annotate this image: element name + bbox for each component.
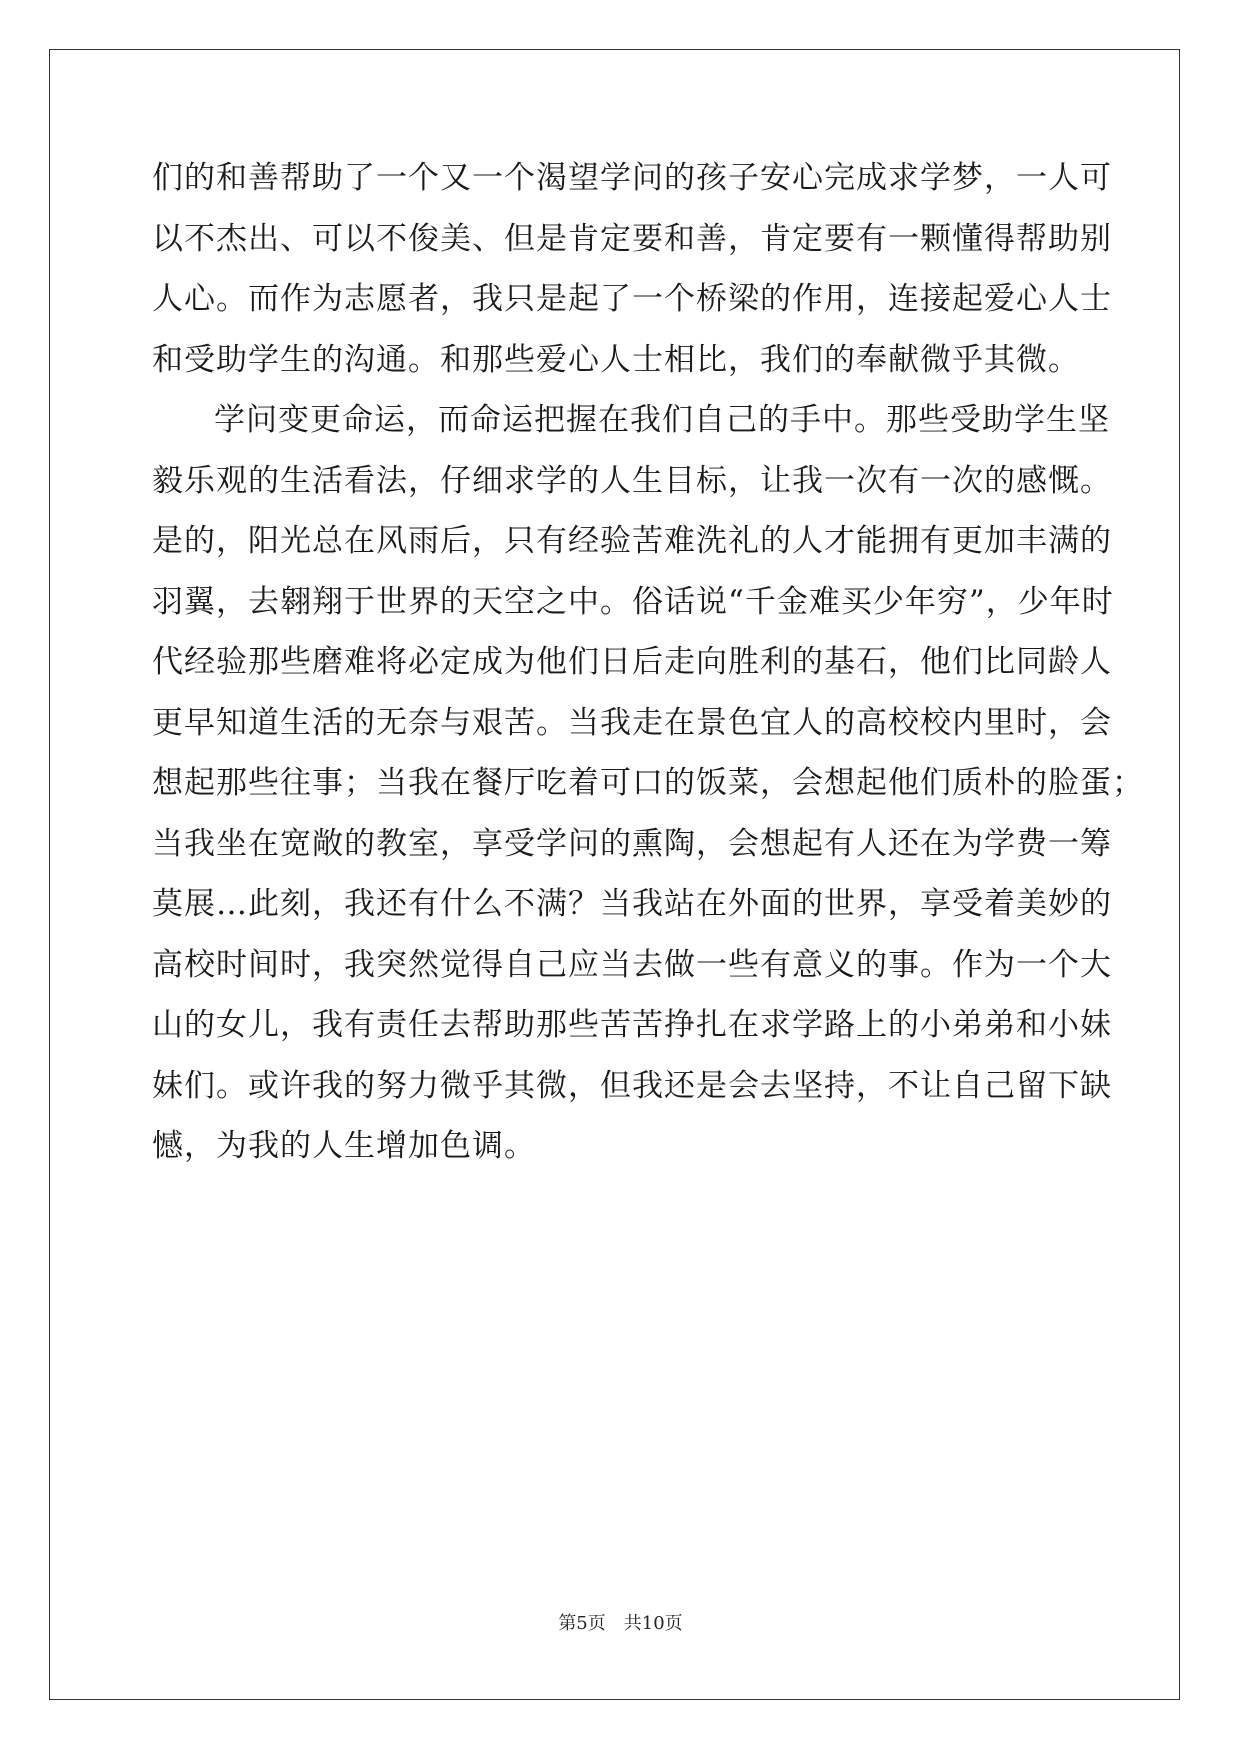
text-line: 当我坐在宽敞的教室，享受学问的熏陶，会想起有人还在为学费一筹 <box>152 825 1112 862</box>
text-line: 莫展…此刻，我还有什么不满？当我站在外面的世界，享受着美妙的 <box>152 886 1112 922</box>
text-line: 是的，阳光总在风雨后，只有经验苦难洗礼的人才能拥有更加丰满的 <box>152 523 1112 559</box>
text-line: 和受助学生的沟通。和那些爱心人士相比，我们的奉献微乎其微。 <box>152 341 1080 378</box>
text-line: 代经验那些磨难将必定成为他们日后走向胜利的基石，他们比同龄人 <box>152 644 1112 680</box>
text-line: 妹们。或许我的努力微乎其微，但我还是会去坚持，不让自己留下缺 <box>152 1067 1112 1104</box>
text-line: 学问变更命运，而命运把握在我们自己的手中。那些受助学生坚 <box>214 402 1110 438</box>
text-line: 毅乐观的生活看法，仔细求学的人生目标，让我一次有一次的感慨。 <box>152 462 1112 499</box>
text-line: 人心。而作为志愿者，我只是起了一个桥梁的作用，连接起爱心人士 <box>152 281 1112 317</box>
text-line: 憾，为我的人生增加色调。 <box>152 1128 536 1164</box>
page-footer <box>0 1609 1241 1635</box>
text-line: 羽翼，去翱翔于世界的天空之中。俗话说“千金难买少年穷”，少年时 <box>152 583 1114 620</box>
text-line: 想起那些往事；当我在餐厅吃着可口的饭菜，会想起他们质朴的脸蛋； <box>152 765 1144 801</box>
page-total: 共10页 <box>623 1613 683 1634</box>
text-line: 高校时间时，我突然觉得自己应当去做一些有意义的事。作为一个大 <box>152 946 1112 983</box>
text-line: 们的和善帮助了一个又一个渴望学问的孩子安心完成求学梦，一人可 <box>152 160 1112 196</box>
text-line: 以不杰出、可以不俊美、但是肯定要和善，肯定要有一颗懂得帮助别 <box>152 220 1112 257</box>
text-line: 山的女儿，我有责任去帮助那些苦苦挣扎在求学路上的小弟弟和小妹 <box>152 1007 1112 1043</box>
page-number: 第5页 <box>558 1613 606 1634</box>
document-body <box>152 148 1144 1177</box>
text-line: 更早知道生活的无奈与艰苦。当我走在景色宜人的高校校内里时，会 <box>152 704 1112 741</box>
